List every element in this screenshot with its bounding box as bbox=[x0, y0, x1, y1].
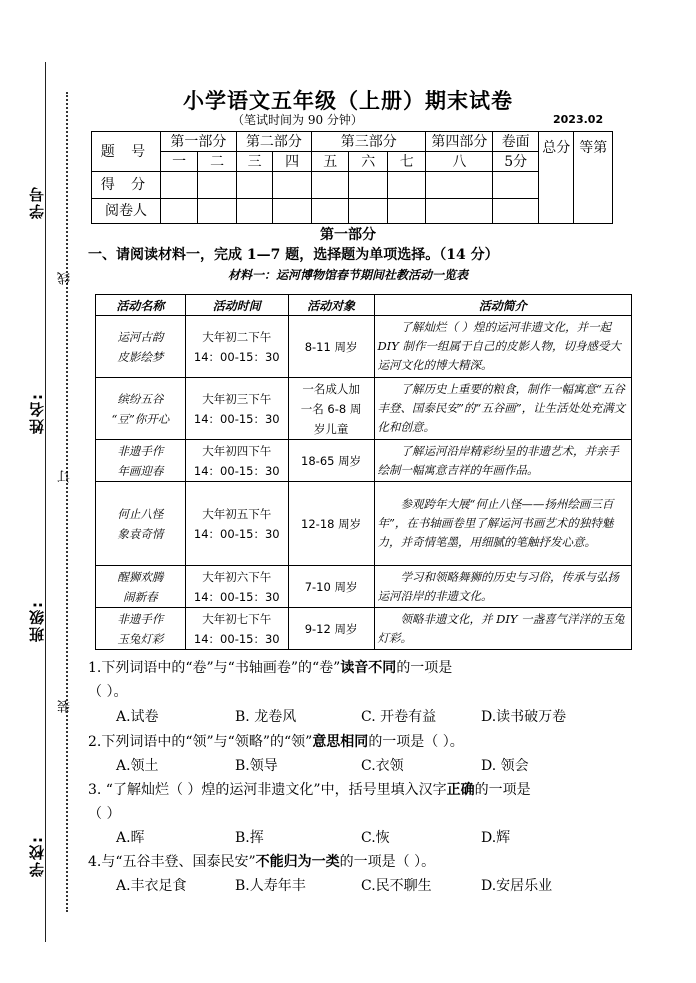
activity-name bbox=[96, 316, 186, 378]
activity-audience-line: 9-12 周岁 bbox=[304, 621, 358, 636]
activity-name-line: 皮影绘梦 bbox=[117, 349, 164, 364]
activity-audience-line: 一名成人加 bbox=[302, 381, 360, 396]
option-a[interactable]: A.丰衣足食 bbox=[116, 878, 187, 894]
score-cell bbox=[236, 172, 272, 199]
score-num-7: 七 bbox=[387, 152, 426, 172]
question-1-text-end: 的一项是 bbox=[396, 660, 453, 676]
section-one-instruction: 一、请阅读材料一，完成 1—7 题，选择题为单项选择。（14 分） bbox=[88, 247, 499, 263]
activity-row bbox=[96, 608, 632, 650]
option-c[interactable]: C.衣领 bbox=[361, 758, 404, 774]
activity-time bbox=[185, 566, 288, 608]
score-part-4: 第四部分 bbox=[426, 132, 493, 152]
exam-duration: （笔试时间为 90 分钟） bbox=[232, 113, 363, 127]
score-num-1: 一 bbox=[160, 152, 198, 172]
activity-name bbox=[96, 378, 186, 440]
question-3-text: 3. “了解灿烂（ ）煌的运河非遗文化”中，括号里填入汉字 bbox=[88, 782, 447, 798]
question-1-blank[interactable]: （ ）。 bbox=[88, 684, 128, 700]
question-4-text: 4.与“五谷丰登、国泰民安” bbox=[88, 854, 256, 870]
student-id-label: 学号 bbox=[28, 185, 46, 219]
score-num-3: 三 bbox=[236, 152, 272, 172]
question-3 bbox=[88, 779, 531, 799]
option-d[interactable]: D.安居乐业 bbox=[481, 878, 553, 894]
activity-row bbox=[96, 566, 632, 608]
activity-description: 学习和领略舞狮的历史与习俗，传承与弘扬运河沿岸的非遗文化。 bbox=[374, 566, 632, 608]
activity-audience-line: 岁儿童 bbox=[313, 421, 349, 436]
activity-name-line: 运河古韵 bbox=[117, 329, 164, 344]
activity-time bbox=[185, 316, 288, 378]
score-cell bbox=[387, 172, 426, 199]
score-juanmian-points: 5分 bbox=[493, 152, 539, 172]
activity-time bbox=[185, 608, 288, 650]
option-d[interactable]: D.辉 bbox=[481, 830, 511, 846]
question-4-text-end: 的一项是（ ）。 bbox=[339, 854, 436, 870]
score-cell bbox=[160, 172, 198, 199]
activity-audience bbox=[288, 608, 374, 650]
question-2-emphasis: 意思相同 bbox=[312, 734, 369, 750]
part-one-title: 第一部分 bbox=[320, 227, 376, 243]
question-1-emphasis: 读音不同 bbox=[340, 660, 397, 676]
activity-time-line: 14：00-15：30 bbox=[193, 463, 280, 478]
score-num-5: 五 bbox=[311, 152, 349, 172]
option-d[interactable]: D.读书破万卷 bbox=[481, 709, 567, 725]
activity-audience bbox=[288, 316, 374, 378]
activity-name-line: 缤纷五谷 bbox=[117, 391, 164, 406]
activity-audience-line: 12-18 周岁 bbox=[301, 516, 362, 531]
score-cell bbox=[198, 172, 237, 199]
marker-cell bbox=[349, 199, 388, 224]
activity-name-line: 玉兔灯彩 bbox=[117, 631, 164, 646]
option-b[interactable]: B.挥 bbox=[235, 830, 264, 846]
marker-cell bbox=[273, 199, 312, 224]
activity-time-line: 大年初五下午 bbox=[202, 506, 272, 521]
marker-cell bbox=[387, 199, 426, 224]
marker-cell bbox=[160, 199, 198, 224]
activity-audience-line: 8-11 周岁 bbox=[304, 339, 358, 354]
activity-name-line: 年画迎春 bbox=[117, 463, 164, 478]
col-header-desc: 活动简介 bbox=[374, 295, 632, 316]
school-label: 学校: bbox=[28, 835, 46, 877]
exam-title: 小学语文五年级（上册）期末试卷 bbox=[183, 89, 513, 113]
score-cell bbox=[493, 172, 539, 199]
question-2-text-end: 的一项是（ ）。 bbox=[368, 734, 464, 750]
activity-name-line: 醒狮欢腾 bbox=[117, 569, 164, 584]
col-header-audience: 活动对象 bbox=[288, 295, 374, 316]
activity-row bbox=[96, 440, 632, 482]
activity-audience-line: 一名 6-8 周 bbox=[300, 401, 362, 416]
activity-description: 了解历史上重要的粮食，制作一幅寓意“五谷丰登、国泰民安”的“五谷画”，让生活处处充满文化和创意。 bbox=[374, 378, 632, 440]
activity-description: 了解运河沿岸精彩纷呈的非遗艺术，并亲手绘制一幅寓意吉祥的年画作品。 bbox=[374, 440, 632, 482]
activity-audience-line: 7-10 周岁 bbox=[304, 579, 358, 594]
activity-name-line: “豆”你开心 bbox=[111, 411, 170, 426]
marker-cell bbox=[426, 199, 493, 224]
activity-row bbox=[96, 378, 632, 440]
score-part-2: 第二部分 bbox=[236, 132, 311, 152]
question-1 bbox=[88, 657, 452, 677]
activity-audience bbox=[288, 566, 374, 608]
activity-time-line: 14：00-15：30 bbox=[193, 349, 280, 364]
marker-cell bbox=[236, 199, 272, 224]
activity-time-line: 14：00-15：30 bbox=[193, 589, 280, 604]
activity-name bbox=[96, 440, 186, 482]
score-cell bbox=[311, 172, 349, 199]
marker-cell bbox=[493, 199, 539, 224]
marker-cell bbox=[311, 199, 349, 224]
activity-time-line: 大年初六下午 bbox=[202, 569, 272, 584]
activity-name-line: 象袁奇情 bbox=[117, 526, 164, 541]
activity-table bbox=[95, 294, 632, 650]
activity-row bbox=[96, 482, 632, 566]
activity-name-line: 闹新春 bbox=[123, 589, 158, 604]
score-num-4: 四 bbox=[273, 152, 312, 172]
activity-audience bbox=[288, 482, 374, 566]
score-grade: 等第 bbox=[574, 132, 613, 224]
question-1-text: 1.下列词语中的“卷”与“书轴画卷”的“卷” bbox=[88, 660, 341, 676]
question-2-text: 2.下列词语中的“领”与“领略”的“领” bbox=[88, 734, 313, 750]
activity-time bbox=[185, 378, 288, 440]
activity-time bbox=[185, 440, 288, 482]
marker-cell bbox=[198, 199, 237, 224]
activity-description: 领略非遗文化，并 DIY 一盏喜气洋洋的玉兔灯彩。 bbox=[374, 608, 632, 650]
activity-audience-line: 18-65 周岁 bbox=[301, 453, 362, 468]
option-b[interactable]: B.领导 bbox=[235, 758, 278, 774]
question-2 bbox=[88, 731, 464, 751]
activity-name-line: 非遗手作 bbox=[117, 611, 164, 626]
score-cell bbox=[273, 172, 312, 199]
score-part-3: 第三部分 bbox=[311, 132, 426, 152]
score-cell bbox=[426, 172, 493, 199]
activity-audience bbox=[288, 378, 374, 440]
cut-mark-line: 线 bbox=[58, 272, 73, 285]
activity-time-line: 大年初二下午 bbox=[202, 329, 272, 344]
score-juanmian: 卷面 bbox=[493, 132, 539, 152]
option-a[interactable]: A.试卷 bbox=[116, 709, 159, 725]
score-row-label-score: 得 分 bbox=[92, 172, 161, 199]
material-one-title: 材料一：运河博物馆春节期间社教活动一览表 bbox=[227, 268, 468, 282]
activity-time-line: 大年初四下午 bbox=[202, 443, 272, 458]
score-row-label-number: 题 号 bbox=[92, 132, 161, 172]
score-num-6: 六 bbox=[349, 152, 388, 172]
score-num-8: 八 bbox=[426, 152, 493, 172]
activity-time-line: 14：00-15：30 bbox=[193, 411, 280, 426]
activity-description: 了解灿烂（ ）煌的运河非遗文化，并一起 DIY 制作一组属于自己的皮影人物，切身感受大运河文化的博大精深。 bbox=[374, 316, 632, 378]
activity-time-line: 14：00-15：30 bbox=[193, 631, 280, 646]
activity-name bbox=[96, 482, 186, 566]
activity-time-line: 大年初三下午 bbox=[202, 391, 272, 406]
score-part-1: 第一部分 bbox=[160, 132, 236, 152]
option-c[interactable]: C.恢 bbox=[361, 830, 390, 846]
col-header-time: 活动时间 bbox=[185, 295, 288, 316]
option-a[interactable]: A.晖 bbox=[116, 830, 145, 846]
option-a[interactable]: A.领土 bbox=[116, 758, 159, 774]
score-num-2: 二 bbox=[198, 152, 237, 172]
activity-name bbox=[96, 566, 186, 608]
score-cell bbox=[349, 172, 388, 199]
activity-time-line: 大年初七下午 bbox=[202, 611, 272, 626]
activity-row bbox=[96, 316, 632, 378]
col-header-name: 活动名称 bbox=[96, 295, 186, 316]
question-4 bbox=[88, 851, 435, 871]
activity-description: 参观跨年大展“何止八怪——扬州绘画三百年”，在书轴画卷里了解运河书画艺术的独特魅力，并奇情笔墨，用细腻的笔触抒发心意。 bbox=[374, 482, 632, 566]
option-b[interactable]: B. 龙卷风 bbox=[235, 709, 297, 725]
score-row-label-marker: 阅卷人 bbox=[92, 199, 161, 224]
score-table bbox=[91, 131, 613, 224]
activity-audience bbox=[288, 440, 374, 482]
cut-mark-bind: 订 bbox=[58, 470, 73, 483]
activity-time bbox=[185, 482, 288, 566]
option-d[interactable]: D. 领会 bbox=[481, 758, 529, 774]
option-c[interactable]: C. 开卷有益 bbox=[361, 709, 437, 725]
activity-name bbox=[96, 608, 186, 650]
question-3-text-end: 的一项是 bbox=[474, 782, 531, 798]
question-3-blank[interactable]: （ ） bbox=[88, 806, 121, 822]
class-label: 班级: bbox=[28, 600, 46, 642]
score-total: 总分 bbox=[538, 132, 573, 224]
name-label: 姓名: bbox=[28, 392, 46, 434]
activity-name-line: 何止八怪 bbox=[117, 506, 164, 521]
question-4-emphasis: 不能归为一类 bbox=[255, 854, 340, 870]
question-3-emphasis: 正确 bbox=[446, 782, 475, 798]
activity-time-line: 14：00-15：30 bbox=[193, 526, 280, 541]
binding-dotted-line bbox=[66, 92, 68, 912]
exam-date: 2023.02 bbox=[553, 113, 604, 126]
cut-mark-install: 装 bbox=[58, 700, 73, 713]
activity-name-line: 非遗手作 bbox=[117, 443, 164, 458]
option-b[interactable]: B.人寿年丰 bbox=[235, 878, 306, 894]
option-c[interactable]: C.民不聊生 bbox=[361, 878, 432, 894]
